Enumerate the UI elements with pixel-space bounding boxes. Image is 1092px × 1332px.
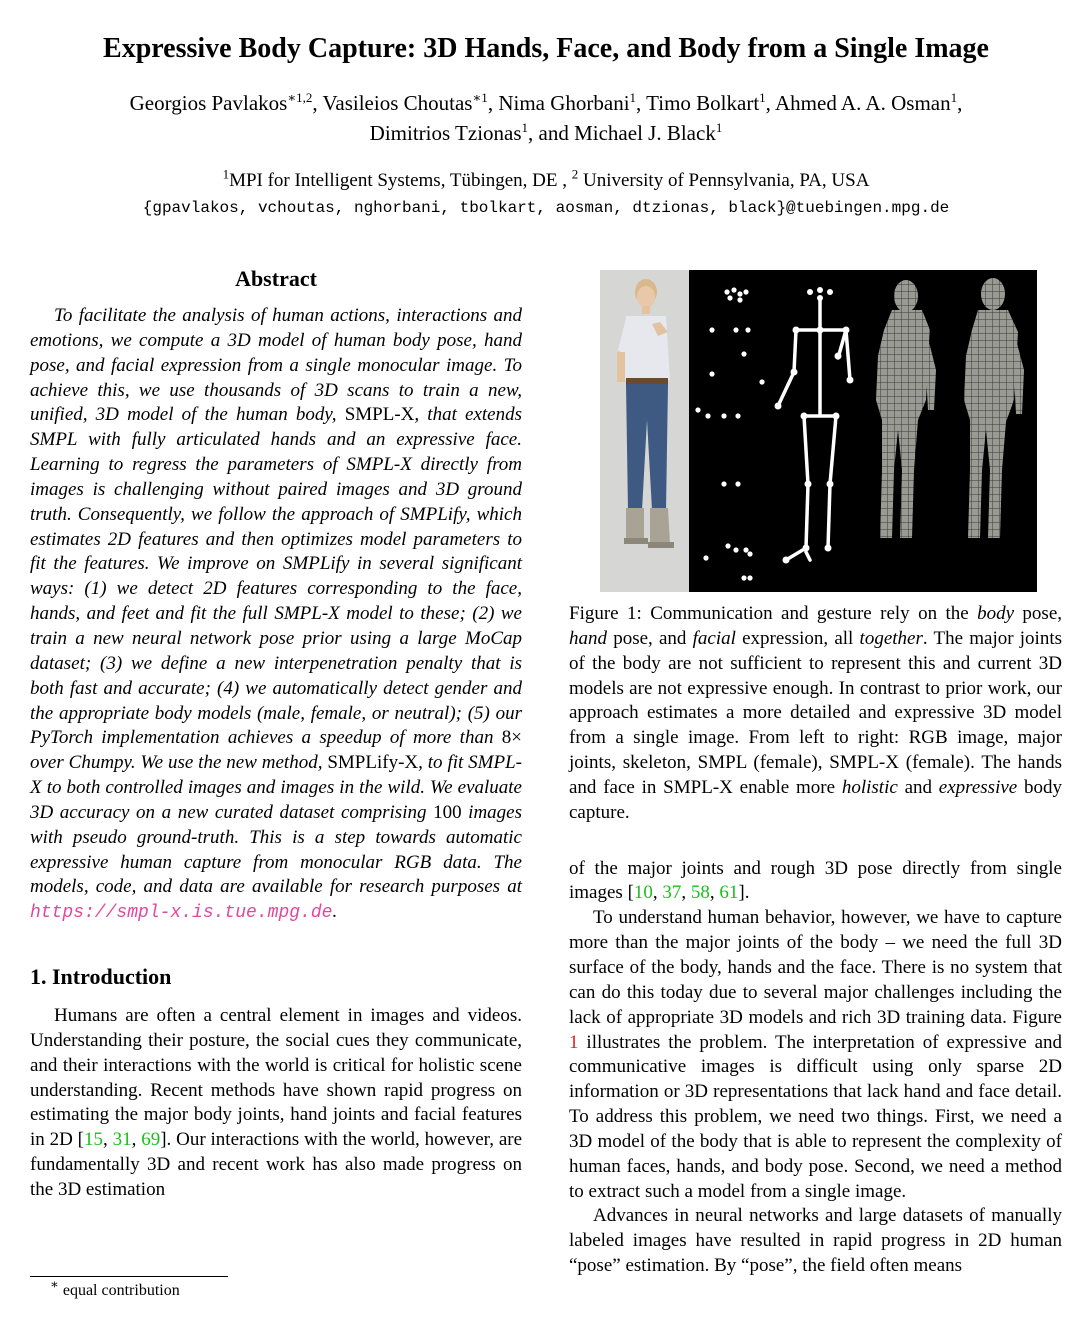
body-paragraph [569,1204,1062,1279]
caption-fragment: Communication and gesture rely on the [650,603,978,624]
caption-emphasis: body [977,603,1015,624]
caption-fragment: pose, [1014,603,1063,624]
author-separator: , and [528,121,575,145]
abstract-heading: Abstract [235,266,317,291]
caption-emphasis: expressive [938,776,1018,798]
model-name: SMPL-X [344,404,415,426]
citation-link[interactable]: 37 [662,882,682,904]
smpl-mesh-figure [876,280,936,538]
body-fragment: ]. [738,882,750,904]
caption-emphasis: holistic [841,776,898,798]
caption-emphasis: together [859,627,923,649]
project-url-link[interactable]: https://smpl-x.is.tue.mpg.de [30,903,333,924]
body-paragraph [569,906,1062,1204]
citation-link[interactable]: 31 [112,1129,132,1151]
section-heading-introduction: 1. Introduction [30,964,172,990]
author-affiliation-mark: 1 [950,90,958,105]
author-name: Georgios Pavlakos [129,91,288,115]
affiliations [0,168,1092,194]
right-body-text [569,857,1062,1279]
author-separator: , [312,91,323,115]
caption-emphasis: hand [569,627,607,649]
author-affiliation-mark: 1 [521,120,529,135]
speedup-value: 8× [501,727,522,749]
author-separator: , [636,91,647,115]
smplx-mesh-figure [964,278,1024,538]
caption-fragment: and [897,776,939,798]
citation-link[interactable]: 15 [84,1129,104,1151]
abstract-fragment: . [332,901,338,923]
affiliation-text: University of Pennsylvania, PA, USA [578,170,870,191]
affiliation-mark: 2 [571,166,579,182]
intro-fragment: Humans are often a central element in images and videos. Understanding their posture, the social cues they communicate, and their interactions with the world is critical for holistic scene understanding. Recent methods have shown rapid progress on estimating the major body joints, hand joints and facial features in 2D [ [30,1005,522,1151]
author-name: Timo Bolkart [646,91,760,115]
author-separator: , [957,91,963,115]
author-name: Nima Ghorbani [498,91,630,115]
figure-panels [600,270,1037,592]
caption-fragment: expression, all [735,627,860,649]
caption-emphasis: facial [692,627,736,649]
footnote-rule [30,1276,228,1277]
author-separator: , [765,91,776,115]
author-affiliation-mark: 1 [629,90,637,105]
intro-paragraph: Humans are often a central element in images and videos. Understanding their posture, the social cues they communicate, and their interactions with the world is critical for holistic scene understanding. Recent methods have shown rapid progress on estimating the major body joints, hand joints and facial features in 2D [15, 31, 69]. Our interactions with the world, however, are fundamentally 3D and recent work has also made progress on the 3D estimation [30,1005,523,1200]
footnote-text: equal contribution [58,1282,180,1299]
citation-link[interactable]: 10 [633,882,653,904]
body-fragment: Advances in neural networks and large datasets of manually labeled images have resulted in rapid progress in 2D human “pose” estimation. By “pose”, the field often means [569,1205,1062,1277]
left-column [30,264,522,1203]
major-joints-dots [695,287,764,580]
author-emails: {gpavlakos, vchoutas, nghorbani, tbolkart, aosman, dtzionas, black}@tuebingen.mpg.de [142,199,950,217]
citation-link[interactable]: 61 [719,882,739,904]
intro-fragment: ]. Our interactions with the world, however, are fundamentally 3D and recent work has also made progress on the 3D estimation [30,1129,523,1200]
abstract-fragment: , that extends SMPL with fully articulated hands and an expressive face. Learning to regress the parameters of SMPL-X directly from images is challenging without paired images and 3D ground truth. Consequently, we follow the approach of SMPLify, which estimates 2D features and then optimizes model parameters to fit the features. We improve on SMPLify in several significant ways: (1) we detect 2D features corresponding to the face, hands, and feet and fit the full SMPL-X model to these; (2) we train a new neural network pose prior using a large MoCap dataset; (3) we define a new interpenetration penalty that is both fast and accurate; (4) we automatically detect gender and the appropriate body models (male, female, or neutral); (5) our PyTorch implementation achieves a speedup of more than [30,404,522,749]
right-column [569,270,1062,1279]
body-fragment: illustrates the problem. The interpretation of expressive and communicative images is difficult using only sparse 2D information or 3D representations that lack hand and face detail. To address this problem, we need two things. First, we need a 3D model of the body that is able to represent the complexity of human faces, hands, and body pose. Second, we need a method to extract such a model from a single image. [569,1031,1062,1202]
skeleton-lines [778,298,850,560]
figure-1-image [600,270,1037,592]
footnote [50,1276,180,1302]
affiliation-text: MPI for Intelligent Systems, Tübingen, DE , [229,170,572,191]
author-affiliation-mark: 1 [715,120,723,135]
citation-link[interactable]: 58 [690,882,710,904]
caption-fragment: pose, and [607,627,693,649]
figure-1-caption [569,602,1062,826]
body-paragraph: of the major joints and rough 3D pose directly from single images [10, 37, 58, 61]. [569,857,1062,904]
image-count: 100 [433,801,462,823]
body-fragment: To understand human behavior, however, we have to capture more than the major joints of the body – we need the full 3D surface of the body, hands and the face. There is no system that can do this today due to several major challenges including the lack of appropriate 3D models and rich 3D training data. Figure [569,907,1062,1028]
citation-link[interactable]: 69 [141,1129,161,1151]
affiliation-mark: 1 [222,166,230,182]
abstract-fragment: , to fit SMPL-X to both controlled images and images in the wild. We evaluate 3D accuracy on a new curated dataset comprising [30,752,522,823]
abstract-fragment: To facilitate the analysis of human actions, interactions and emotions, we compute a 3D model of human body pose, hand pose, and facial expression from a single monocular image. To achieve this, we use thousands of 3D scans to train a new, unified, 3D model of the human body, [30,305,522,426]
author-affiliation-mark: ∗1,2 [287,90,313,105]
abstract-text [30,304,522,926]
abstract-fragment: over Chumpy. We use the new method, [30,752,328,774]
caption-fragment: body capture. [569,776,1063,823]
author-name: Dimitrios Tzionas [369,121,522,145]
author-name: Michael J. Black [574,121,716,145]
caption-label: Figure 1: [569,603,642,624]
author-name: Vasileios Choutas [322,91,473,115]
paper-title: Expressive Body Capture: 3D Hands, Face, and Body from a Single Image [103,33,989,64]
method-name: SMPLify-X [327,752,419,774]
author-list [30,88,1062,148]
author-affiliation-mark: 1 [759,90,766,105]
caption-fragment: . The major joints of the body are not sufficient to represent this and current 3D models are not expressive enough. In contrast to prior work, our approach estimates a more detailed and expressive 3D model from a single image. From left to right: RGB image, major joints, skeleton, SMPL (female), SMPL-X (female). The hands and face in SMPL-X enable more [569,627,1062,798]
author-affiliation-mark: ∗1 [472,90,488,105]
abstract-fragment: images with pseudo ground-truth. This is a step towards automatic expressive human capture from monocular RGB data. The models, code, and data are available for research purposes at [30,801,522,898]
footnote-mark: ∗ [50,1276,59,1292]
author-name: Ahmed A. A. Osman [775,91,951,115]
body-fragment: of the major joints and rough 3D pose directly from single images [ [569,857,1062,904]
author-separator: , [487,91,499,115]
figure-reference-link[interactable]: 1 [569,1031,579,1053]
